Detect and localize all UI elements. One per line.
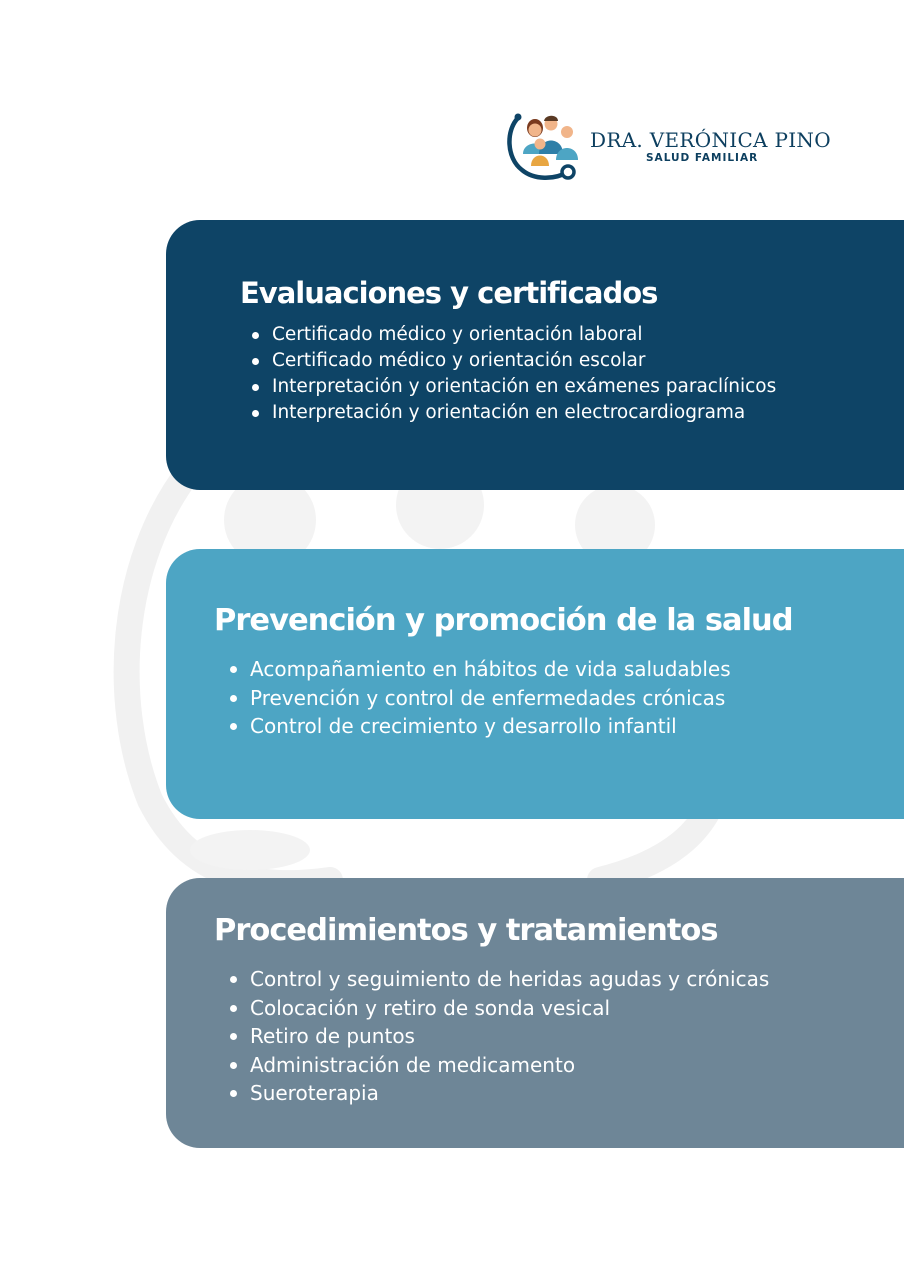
- service-list: [250, 965, 904, 1108]
- list-item: Interpretación y orientación en exámenes paraclínicos: [272, 374, 904, 400]
- family-stethoscope-icon: [504, 108, 584, 184]
- section-evaluaciones: [166, 220, 904, 490]
- service-list: [272, 322, 904, 426]
- list-item: Administración de medicamento: [250, 1051, 904, 1080]
- service-list: [250, 655, 904, 741]
- list-item: Certificado médico y orientación laboral: [272, 322, 904, 348]
- section-prevencion: [166, 549, 904, 819]
- list-item: Interpretación y orientación en electrocardiograma: [272, 400, 904, 426]
- section-title: Prevención y promoción de la salud: [214, 603, 793, 638]
- list-item: Prevención y control de enfermedades crónicas: [250, 684, 904, 713]
- list-item: Control de crecimiento y desarrollo infantil: [250, 712, 904, 741]
- section-title: Evaluaciones y certificados: [240, 276, 658, 310]
- brand-logo: [504, 108, 831, 184]
- list-item: Sueroterapia: [250, 1079, 904, 1108]
- list-item: Certificado médico y orientación escolar: [272, 348, 904, 374]
- section-procedimientos: [166, 878, 904, 1148]
- list-item: Colocación y retiro de sonda vesical: [250, 994, 904, 1023]
- brand-name: DRA. VERÓNICA PINO: [590, 128, 831, 152]
- brand-subtitle: SALUD FAMILIAR: [646, 152, 759, 164]
- list-item: Acompañamiento en hábitos de vida saludables: [250, 655, 904, 684]
- list-item: Control y seguimiento de heridas agudas y crónicas: [250, 965, 904, 994]
- list-item: Retiro de puntos: [250, 1022, 904, 1051]
- section-title: Procedimientos y tratamientos: [214, 913, 718, 948]
